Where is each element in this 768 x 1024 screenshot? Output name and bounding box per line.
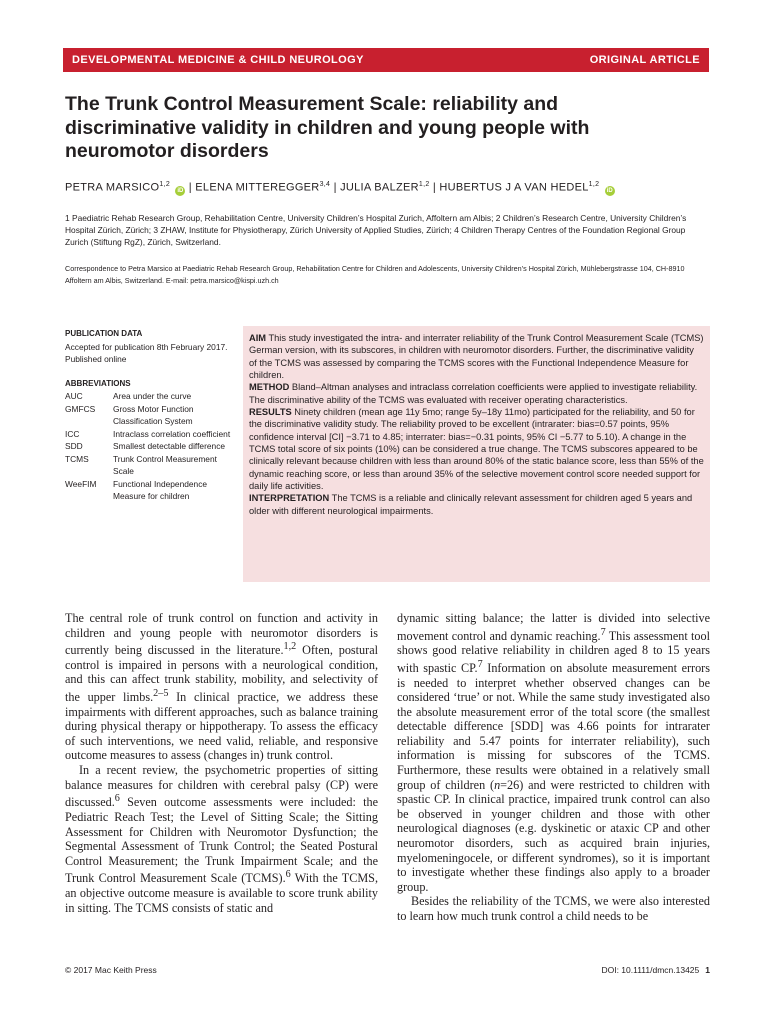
body-text: The central role of trunk control on function and activity in children and young people with neuromotor disorders is currently being discussed in the literature. — [65, 611, 378, 658]
body-text: Information on absolute measurement errors is needed to interpret whether observed changes can be considered ‘true’ or not. While the same study investigated also the absolute measurement error of the total score (the smallest detectable difference [SDD] was 4.66 points for intrarater reliability and 5.47 points for interrater reliability), such information is missing for subscores of the TCMS. Furthermore, these results were obtained in a relatively small group of children ( — [397, 660, 710, 792]
abbreviation-definition: Functional Independence Measure for children — [113, 478, 208, 501]
abstract-text: Bland–Altman analyses and intraclass correlation coefficients were applied to investigate reliability. The discriminative ability of the TCMS was evaluated with receiver operating characteristics. — [249, 382, 698, 405]
copyright: © 2017 Mac Keith Press — [65, 965, 157, 975]
doi[interactable]: DOI: 10.1111/dmcn.13425 — [601, 965, 700, 975]
affiliations: 1 Paediatric Rehab Research Group, Rehabilitation Centre, University Children’s Hospital Zurich, Affoltern am Albis; 2 Children’s Research Centre, University Children’s Hospital Zürich, Zürich; 3 ZHAW, Institute for Physiotherapy, Zürich University of Applied Studies, Zürich; 4 Children Therapy Centres of the Foundation Regional Group Zurich (Stiftung RgZ), Zürich, Switzerland. — [65, 213, 687, 248]
abstract-label: INTERPRETATION — [249, 493, 330, 504]
abstract-text: Ninety children (mean age 11y 5mo; range 5y–18y 11mo) participated for the reliability, and 50 for the discriminative validity study. The reliability proved to be excellent (intrarater: bias=0.57 points, 95% confidence interval [CI] −3.71 to 4.85; interrater: bias=−0.31 points, 95% CI −5.77 to 5.10). A change in the TCMS total score of six points (10%) can be considered a true change. The TCMS subscores appeared to be clinically relevant because children with less than around 80% of the static balance score, less than 55% of the dynamic reaching score, or less than around 35% of the selective movement control score needed support for daily life activities. — [249, 407, 704, 492]
correspondence: Correspondence to Petra Marsico at Paediatric Rehab Research Group, Rehabilitation Centre for Children and Adolescents, University Children’s Hospital Zürich, Mühlebergstrasse 104, CH-8910 Affoltern am Albis, Switzerland. E-mail: petra.marsico@kispi.uzh.ch — [65, 264, 685, 286]
abbreviation-definition: Intraclass correlation coefficient — [113, 428, 231, 439]
author-name: PETRA MARSICO — [65, 181, 160, 194]
publication-sidebar — [65, 328, 240, 503]
body-text: Often, postural control is impaired in persons with a neurological condition, and this can affect trunk stability, mobility, and selectivity of the upper limbs. — [65, 643, 378, 705]
body-text: In clinical practice, we address these impairments with different approaches, such as balance training during physical therapy or hippotherapy. To assess the efficacy of such interventions, we need valid, reliable, and responsive outcome measures to assess (changes in) trunk control. — [65, 690, 378, 763]
footer-doi-page — [601, 965, 710, 975]
abbreviation-definition: Smallest detectable difference — [113, 441, 226, 451]
body-column-right — [397, 611, 710, 924]
journal-name: DEVELOPMENTAL MEDICINE & CHILD NEUROLOGY — [72, 54, 364, 66]
body-text: =26) and were restricted to children with spastic CP. In clinical practice, impaired trunk control can also be observed in younger children and those with other neurological diagnoses (e.g. dyskinetic or ataxic CP and other neuromotor disorders, such as acquired brain injuries, myelomeningocele, or different syndromes), so it is important to investigate whether these findings also apply to a broader group. — [397, 777, 710, 894]
author-affil-ref: 1,2 — [588, 181, 600, 188]
citation-ref[interactable]: 7 — [477, 658, 483, 670]
body-paragraph — [397, 611, 710, 894]
journal-header-bar — [63, 48, 709, 72]
abbreviation-row — [65, 440, 240, 453]
abstract-text: The TCMS is a reliable and clinically relevant assessment for children aged 5 years and older with different neurological impairments. — [249, 493, 693, 516]
sample-size-symbol: n — [494, 777, 501, 792]
abstract-label: AIM — [249, 333, 267, 343]
abstract-method — [249, 381, 704, 406]
abbreviations-heading: ABBREVIATIONS — [65, 378, 131, 388]
publication-data-heading: PUBLICATION DATA — [65, 329, 143, 338]
author-list — [65, 181, 615, 196]
author-name: HUBERTUS J A VAN HEDEL — [439, 181, 589, 194]
body-text: dynamic sitting balance; the latter is divided into selective movement control and dynamic reaching. — [397, 611, 710, 643]
abbreviation-key: TCMS — [65, 453, 89, 464]
author-affil-ref: 1,2 — [418, 181, 430, 188]
abbreviation-key: GMFCS — [65, 403, 96, 414]
orcid-icon[interactable]: iD — [177, 187, 184, 194]
body-text: In a recent review, the psychometric properties of sitting balance measures for children with cerebral palsy (CP) were discussed. — [65, 763, 378, 810]
author-separator: | — [432, 181, 437, 194]
body-paragraph: Besides the reliability of the TCMS, we were also interested to learn how much trunk control a child needs to be — [397, 894, 710, 923]
abstract-label: RESULTS — [249, 407, 292, 418]
body-text: Seven outcome assessments were included: the Pediatric Reach Test; the Level of Sitting Scale; the Sitting Assessment for Children with Neuromotor Dysfunction; the Segmental Assessment of Trunk Control; the Seated Postural Control Measurement; the Trunk Impairment Scale; and the Trunk Control Measurement Scale (TCMS). — [65, 795, 378, 886]
citation-ref[interactable]: 6 — [114, 793, 120, 805]
abbreviation-row — [65, 478, 240, 503]
author-name: ELENA MITTEREGGER — [195, 181, 320, 194]
page-number: 1 — [705, 965, 710, 975]
body-column-left — [65, 611, 378, 915]
abbreviation-row — [65, 390, 240, 403]
body-text: With the TCMS, an objective outcome measure is available to score trunk ability in sitting. The TCMS consists of static and — [65, 871, 378, 915]
abstract-box — [243, 326, 710, 582]
abbreviation-key: ICC — [65, 428, 80, 439]
published-online: Published online — [65, 354, 127, 364]
citation-ref[interactable]: 7 — [600, 626, 606, 638]
abbreviation-row — [65, 428, 240, 441]
abstract-results — [249, 406, 704, 492]
abbreviation-key: AUC — [65, 391, 83, 401]
orcid-icon[interactable]: iD — [606, 187, 613, 194]
abbreviation-definition: Gross Motor Function Classification System — [113, 403, 194, 426]
abstract-text: This study investigated the intra- and interrater reliability of the Trunk Control Measurement Scale (TCMS) German version, with its subscores, in children with neuromotor disorders. Further, the discriminative validity of the TCMS was assessed by comparing the TCMS scores with the Functional Independence Measure for children. — [249, 333, 704, 381]
abstract-label: METHOD — [249, 382, 290, 393]
citation-ref[interactable]: 2–5 — [153, 688, 169, 700]
abstract-aim — [249, 332, 704, 381]
author-affil-ref: 1,2 — [159, 181, 171, 188]
abbreviation-row — [65, 453, 240, 478]
article-type: ORIGINAL ARTICLE — [589, 54, 700, 66]
abbreviation-row — [65, 403, 240, 428]
author-affil-ref: 3,4 — [319, 181, 331, 188]
abbreviation-key: SDD — [65, 441, 83, 451]
author-separator: | — [188, 181, 192, 194]
abstract-interpretation — [249, 492, 704, 517]
body-paragraph — [65, 763, 378, 915]
article-title: The Trunk Control Measurement Scale: reliability and discriminative validity in children and young people with neuromotor disorders — [65, 93, 590, 162]
author-separator: | — [333, 181, 337, 194]
accepted-date: Accepted for publication 8th February 2017. — [65, 341, 228, 352]
body-text: This assessment tool shows good relative reliability in children aged 8 to 15 years with spastic CP. — [397, 628, 710, 675]
abbreviation-definition: Area under the curve — [113, 391, 192, 401]
abbreviation-definition: Trunk Control Measurement Scale — [113, 453, 217, 476]
abbreviation-key: WeeFIM — [65, 478, 97, 489]
citation-ref[interactable]: 6 — [285, 869, 291, 881]
author-name: JULIA BALZER — [340, 181, 419, 194]
citation-ref[interactable]: 1,2 — [283, 641, 297, 653]
body-paragraph — [65, 611, 378, 763]
